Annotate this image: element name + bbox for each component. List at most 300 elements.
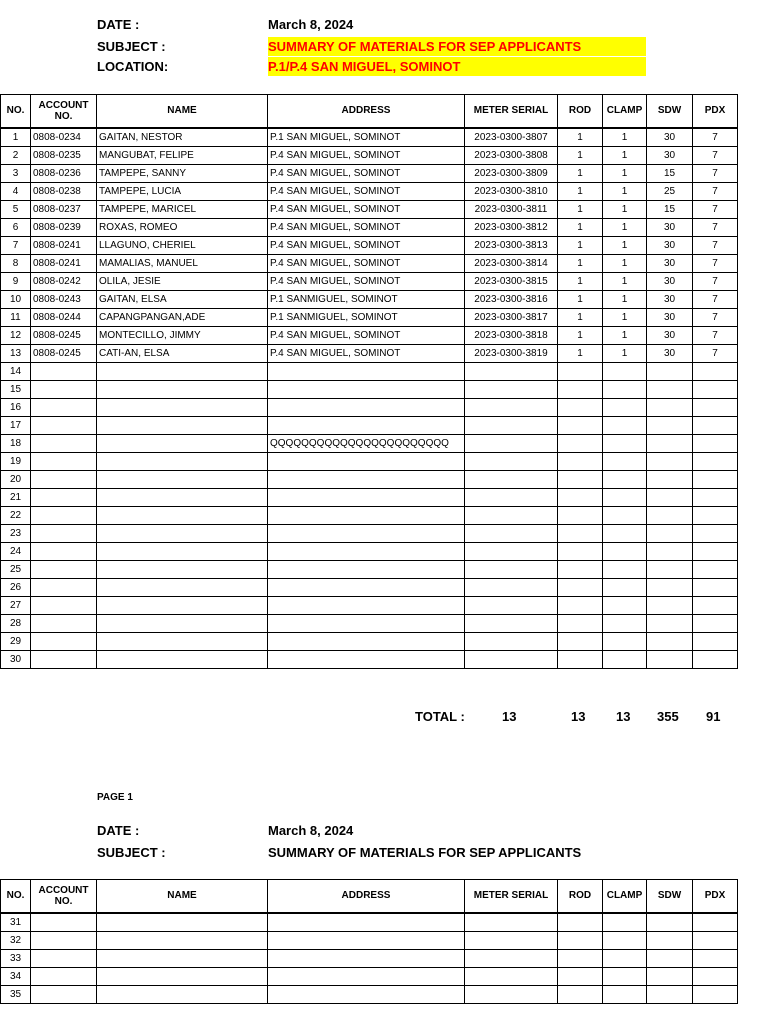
cell-name: GAITAN, NESTOR — [97, 128, 268, 147]
cell-pdx: 7 — [693, 182, 738, 200]
subject-value-2: SUMMARY OF MATERIALS FOR SEP APPLICANTS — [268, 845, 582, 860]
cell-address: P.4 SAN MIGUEL, SOMINOT — [268, 218, 465, 236]
cell-meter-serial — [465, 614, 558, 632]
table-row — [1, 272, 738, 290]
cell-clamp: 1 — [603, 290, 647, 308]
cell-sdw — [647, 398, 693, 416]
col-sdw-header-2: SDW — [647, 880, 693, 913]
cell-account — [31, 560, 97, 578]
cell-pdx — [693, 542, 738, 560]
cell-pdx: 7 — [693, 254, 738, 272]
cell-account: 0808-0245 — [31, 344, 97, 362]
cell-no: 33 — [1, 949, 31, 967]
cell-clamp — [603, 524, 647, 542]
cell-rod — [558, 931, 603, 949]
cell-sdw — [647, 560, 693, 578]
cell-no: 11 — [1, 308, 31, 326]
cell-rod — [558, 614, 603, 632]
cell-account: 0808-0238 — [31, 182, 97, 200]
cell-sdw — [647, 362, 693, 380]
date-label-2: DATE : — [97, 823, 140, 838]
cell-sdw: 30 — [647, 272, 693, 290]
cell-rod — [558, 596, 603, 614]
cell-rod — [558, 985, 603, 1003]
location-value: P.1/P.4 SAN MIGUEL, SOMINOT — [268, 57, 646, 76]
cell-address — [268, 452, 465, 470]
cell-sdw — [647, 650, 693, 668]
cell-no: 23 — [1, 524, 31, 542]
cell-address — [268, 506, 465, 524]
cell-sdw: 30 — [647, 344, 693, 362]
cell-pdx: 7 — [693, 326, 738, 344]
col-no-header: NO. — [1, 95, 31, 128]
materials-table — [0, 94, 738, 669]
cell-meter-serial — [465, 506, 558, 524]
cell-account — [31, 967, 97, 985]
cell-sdw: 30 — [647, 128, 693, 147]
cell-rod — [558, 506, 603, 524]
table-row — [1, 949, 738, 967]
cell-no: 12 — [1, 326, 31, 344]
cell-sdw — [647, 452, 693, 470]
cell-rod: 1 — [558, 218, 603, 236]
cell-no: 22 — [1, 506, 31, 524]
cell-pdx — [693, 524, 738, 542]
cell-pdx — [693, 578, 738, 596]
cell-meter-serial: 2023-0300-3815 — [465, 272, 558, 290]
cell-clamp: 1 — [603, 326, 647, 344]
cell-rod — [558, 488, 603, 506]
cell-meter-serial — [465, 434, 558, 452]
cell-name — [97, 596, 268, 614]
cell-sdw: 30 — [647, 326, 693, 344]
table-row — [1, 614, 738, 632]
cell-address: P.1 SANMIGUEL, SOMINOT — [268, 308, 465, 326]
cell-no: 17 — [1, 416, 31, 434]
total-rod: 13 — [571, 709, 586, 724]
cell-no: 10 — [1, 290, 31, 308]
date-label: DATE : — [97, 17, 140, 32]
cell-account: 0808-0234 — [31, 128, 97, 147]
cell-account — [31, 488, 97, 506]
cell-clamp: 1 — [603, 164, 647, 182]
cell-name — [97, 931, 268, 949]
table-row — [1, 931, 738, 949]
cell-address — [268, 614, 465, 632]
cell-clamp — [603, 596, 647, 614]
cell-no: 29 — [1, 632, 31, 650]
cell-address — [268, 596, 465, 614]
cell-account — [31, 380, 97, 398]
cell-clamp: 1 — [603, 236, 647, 254]
col-account-header: ACCOUNT NO. — [31, 95, 97, 128]
cell-meter-serial — [465, 488, 558, 506]
cell-meter-serial: 2023-0300-3816 — [465, 290, 558, 308]
cell-no: 21 — [1, 488, 31, 506]
col-account-header-2: ACCOUNT NO. — [31, 880, 97, 913]
cell-sdw — [647, 614, 693, 632]
cell-name — [97, 985, 268, 1003]
cell-rod — [558, 560, 603, 578]
cell-sdw: 30 — [647, 308, 693, 326]
cell-pdx — [693, 596, 738, 614]
subject-label: SUBJECT : — [97, 39, 166, 54]
cell-no: 3 — [1, 164, 31, 182]
cell-meter-serial — [465, 524, 558, 542]
cell-name — [97, 614, 268, 632]
table-row — [1, 380, 738, 398]
table-row — [1, 182, 738, 200]
table-row — [1, 967, 738, 985]
cell-account — [31, 362, 97, 380]
cell-rod — [558, 470, 603, 488]
cell-pdx: 7 — [693, 344, 738, 362]
cell-pdx — [693, 362, 738, 380]
col-clamp-header-2: CLAMP — [603, 880, 647, 913]
cell-name: LLAGUNO, CHERIEL — [97, 236, 268, 254]
cell-account — [31, 470, 97, 488]
cell-account — [31, 416, 97, 434]
cell-account — [31, 434, 97, 452]
cell-no: 28 — [1, 614, 31, 632]
cell-address: P.1 SAN MIGUEL, SOMINOT — [268, 128, 465, 147]
cell-clamp: 1 — [603, 128, 647, 147]
cell-address — [268, 632, 465, 650]
cell-name — [97, 578, 268, 596]
cell-name: MAMALIAS, MANUEL — [97, 254, 268, 272]
cell-no: 27 — [1, 596, 31, 614]
cell-address — [268, 488, 465, 506]
cell-rod — [558, 362, 603, 380]
cell-pdx — [693, 632, 738, 650]
cell-account — [31, 650, 97, 668]
table-row — [1, 416, 738, 434]
cell-rod — [558, 434, 603, 452]
cell-rod — [558, 967, 603, 985]
cell-meter-serial: 2023-0300-3809 — [465, 164, 558, 182]
cell-address — [268, 470, 465, 488]
cell-sdw — [647, 632, 693, 650]
cell-clamp — [603, 913, 647, 932]
table-row — [1, 578, 738, 596]
cell-address: P.1 SANMIGUEL, SOMINOT — [268, 290, 465, 308]
total-label: TOTAL : — [415, 709, 465, 724]
cell-sdw — [647, 967, 693, 985]
table-row — [1, 128, 738, 147]
cell-name — [97, 488, 268, 506]
cell-clamp — [603, 362, 647, 380]
cell-no: 2 — [1, 146, 31, 164]
cell-name — [97, 632, 268, 650]
cell-account — [31, 596, 97, 614]
cell-pdx: 7 — [693, 146, 738, 164]
cell-meter-serial — [465, 632, 558, 650]
cell-account — [31, 524, 97, 542]
cell-clamp — [603, 985, 647, 1003]
cell-name — [97, 416, 268, 434]
cell-rod: 1 — [558, 182, 603, 200]
cell-no: 7 — [1, 236, 31, 254]
total-pdx: 91 — [706, 709, 721, 724]
cell-clamp: 1 — [603, 254, 647, 272]
date-value-2: March 8, 2024 — [268, 823, 354, 838]
table-row — [1, 560, 738, 578]
cell-account — [31, 398, 97, 416]
cell-rod — [558, 632, 603, 650]
cell-meter-serial: 2023-0300-3808 — [465, 146, 558, 164]
cell-sdw — [647, 488, 693, 506]
cell-meter-serial: 2023-0300-3812 — [465, 218, 558, 236]
cell-account: 0808-0241 — [31, 236, 97, 254]
cell-sdw: 25 — [647, 182, 693, 200]
table-row — [1, 524, 738, 542]
cell-account: 0808-0235 — [31, 146, 97, 164]
cell-address: QQQQQQQQQQQQQQQQQQQQQQQ — [268, 434, 465, 452]
cell-clamp — [603, 452, 647, 470]
cell-sdw — [647, 524, 693, 542]
cell-no: 16 — [1, 398, 31, 416]
cell-rod: 1 — [558, 128, 603, 147]
cell-clamp — [603, 488, 647, 506]
cell-clamp: 1 — [603, 218, 647, 236]
cell-no: 8 — [1, 254, 31, 272]
table-row — [1, 344, 738, 362]
col-rod-header-2: ROD — [558, 880, 603, 913]
cell-address — [268, 985, 465, 1003]
cell-account — [31, 578, 97, 596]
cell-clamp: 1 — [603, 146, 647, 164]
cell-sdw: 30 — [647, 254, 693, 272]
cell-sdw — [647, 578, 693, 596]
cell-name: MONTECILLO, JIMMY — [97, 326, 268, 344]
cell-name: GAITAN, ELSA — [97, 290, 268, 308]
cell-name: TAMPEPE, MARICEL — [97, 200, 268, 218]
cell-address — [268, 560, 465, 578]
table-row — [1, 398, 738, 416]
total-clamp: 13 — [616, 709, 631, 724]
cell-meter-serial — [465, 452, 558, 470]
cell-pdx: 7 — [693, 200, 738, 218]
cell-account — [31, 542, 97, 560]
cell-pdx: 7 — [693, 236, 738, 254]
cell-meter-serial — [465, 650, 558, 668]
cell-account — [31, 452, 97, 470]
cell-address — [268, 380, 465, 398]
cell-clamp — [603, 614, 647, 632]
cell-clamp — [603, 967, 647, 985]
cell-pdx: 7 — [693, 272, 738, 290]
page-label: PAGE 1 — [97, 792, 133, 803]
table-row — [1, 218, 738, 236]
cell-pdx — [693, 985, 738, 1003]
cell-sdw: 30 — [647, 146, 693, 164]
cell-clamp — [603, 632, 647, 650]
cell-clamp — [603, 470, 647, 488]
cell-address — [268, 931, 465, 949]
col-name-header-2: NAME — [97, 880, 268, 913]
cell-sdw — [647, 542, 693, 560]
cell-meter-serial — [465, 398, 558, 416]
cell-name — [97, 650, 268, 668]
cell-sdw — [647, 985, 693, 1003]
cell-clamp: 1 — [603, 272, 647, 290]
cell-name — [97, 434, 268, 452]
cell-name: TAMPEPE, SANNY — [97, 164, 268, 182]
col-no-header-2: NO. — [1, 880, 31, 913]
cell-meter-serial — [465, 542, 558, 560]
cell-clamp — [603, 398, 647, 416]
col-address-header: ADDRESS — [268, 95, 465, 128]
cell-pdx — [693, 931, 738, 949]
cell-address: P.4 SAN MIGUEL, SOMINOT — [268, 146, 465, 164]
cell-account: 0808-0241 — [31, 254, 97, 272]
table-row — [1, 254, 738, 272]
table-row — [1, 362, 738, 380]
cell-no: 31 — [1, 913, 31, 932]
cell-account — [31, 985, 97, 1003]
cell-sdw — [647, 949, 693, 967]
col-meter-header-2: METER SERIAL — [465, 880, 558, 913]
cell-account: 0808-0242 — [31, 272, 97, 290]
cell-rod — [558, 949, 603, 967]
cell-clamp — [603, 650, 647, 668]
cell-no: 14 — [1, 362, 31, 380]
cell-meter-serial — [465, 470, 558, 488]
cell-meter-serial: 2023-0300-3818 — [465, 326, 558, 344]
table-row — [1, 200, 738, 218]
cell-sdw: 15 — [647, 164, 693, 182]
cell-no: 9 — [1, 272, 31, 290]
cell-account: 0808-0243 — [31, 290, 97, 308]
cell-pdx — [693, 380, 738, 398]
col-meter-header: METER SERIAL — [465, 95, 558, 128]
cell-name — [97, 949, 268, 967]
cell-no: 13 — [1, 344, 31, 362]
table-row — [1, 632, 738, 650]
cell-rod: 1 — [558, 290, 603, 308]
cell-address: P.4 SAN MIGUEL, SOMINOT — [268, 272, 465, 290]
table-row — [1, 308, 738, 326]
cell-account — [31, 913, 97, 932]
cell-sdw — [647, 506, 693, 524]
cell-name — [97, 967, 268, 985]
cell-pdx — [693, 488, 738, 506]
cell-meter-serial — [465, 578, 558, 596]
cell-meter-serial: 2023-0300-3817 — [465, 308, 558, 326]
cell-name — [97, 452, 268, 470]
cell-meter-serial — [465, 362, 558, 380]
col-address-header-2: ADDRESS — [268, 880, 465, 913]
cell-pdx — [693, 967, 738, 985]
cell-name: MANGUBAT, FELIPE — [97, 146, 268, 164]
cell-address — [268, 650, 465, 668]
cell-meter-serial — [465, 931, 558, 949]
cell-rod: 1 — [558, 272, 603, 290]
cell-pdx: 7 — [693, 128, 738, 147]
cell-clamp — [603, 560, 647, 578]
table-row — [1, 470, 738, 488]
cell-no: 24 — [1, 542, 31, 560]
date-value: March 8, 2024 — [268, 17, 354, 32]
cell-meter-serial — [465, 560, 558, 578]
cell-pdx — [693, 470, 738, 488]
cell-address: P.4 SAN MIGUEL, SOMINOT — [268, 326, 465, 344]
cell-meter-serial: 2023-0300-3810 — [465, 182, 558, 200]
col-sdw-header: SDW — [647, 95, 693, 128]
cell-address — [268, 949, 465, 967]
cell-name — [97, 913, 268, 932]
cell-clamp — [603, 578, 647, 596]
cell-account: 0808-0244 — [31, 308, 97, 326]
cell-clamp: 1 — [603, 182, 647, 200]
cell-sdw: 30 — [647, 290, 693, 308]
cell-rod: 1 — [558, 164, 603, 182]
cell-name — [97, 398, 268, 416]
cell-name: CATI-AN, ELSA — [97, 344, 268, 362]
cell-sdw — [647, 470, 693, 488]
table-row — [1, 985, 738, 1003]
cell-sdw — [647, 434, 693, 452]
table-row — [1, 236, 738, 254]
table-row — [1, 146, 738, 164]
cell-address: P.4 SAN MIGUEL, SOMINOT — [268, 344, 465, 362]
cell-rod — [558, 542, 603, 560]
col-rod-header: ROD — [558, 95, 603, 128]
table-row — [1, 452, 738, 470]
cell-pdx — [693, 949, 738, 967]
cell-pdx — [693, 913, 738, 932]
cell-pdx — [693, 506, 738, 524]
cell-no: 32 — [1, 931, 31, 949]
cell-pdx — [693, 650, 738, 668]
table-row — [1, 596, 738, 614]
table-header-row-2 — [1, 880, 738, 913]
cell-clamp — [603, 506, 647, 524]
cell-address — [268, 524, 465, 542]
cell-sdw — [647, 931, 693, 949]
cell-meter-serial — [465, 416, 558, 434]
cell-address — [268, 967, 465, 985]
cell-name — [97, 506, 268, 524]
cell-meter-serial — [465, 380, 558, 398]
cell-rod — [558, 913, 603, 932]
cell-meter-serial — [465, 985, 558, 1003]
cell-no: 1 — [1, 128, 31, 147]
cell-clamp — [603, 434, 647, 452]
cell-clamp — [603, 416, 647, 434]
table-row — [1, 650, 738, 668]
cell-address — [268, 913, 465, 932]
table-header-row — [1, 95, 738, 128]
cell-pdx — [693, 434, 738, 452]
cell-rod: 1 — [558, 146, 603, 164]
cell-name — [97, 470, 268, 488]
table-row — [1, 164, 738, 182]
subject-label-2: SUBJECT : — [97, 845, 166, 860]
cell-name — [97, 560, 268, 578]
cell-no: 6 — [1, 218, 31, 236]
cell-name — [97, 380, 268, 398]
cell-no: 15 — [1, 380, 31, 398]
cell-address — [268, 398, 465, 416]
cell-pdx — [693, 560, 738, 578]
cell-address: P.4 SAN MIGUEL, SOMINOT — [268, 236, 465, 254]
cell-clamp: 1 — [603, 344, 647, 362]
col-clamp-header: CLAMP — [603, 95, 647, 128]
cell-rod — [558, 452, 603, 470]
cell-account — [31, 614, 97, 632]
cell-no: 4 — [1, 182, 31, 200]
